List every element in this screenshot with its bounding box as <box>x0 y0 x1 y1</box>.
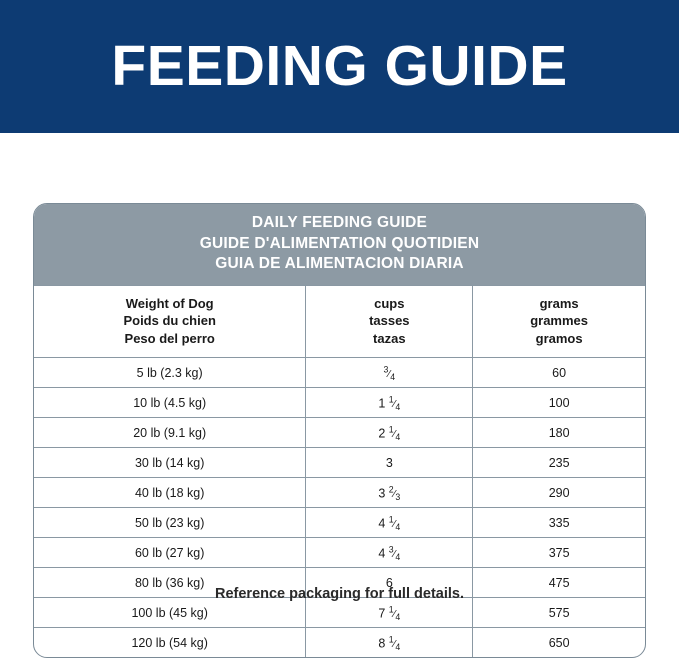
column-header-grams-fr: grammes <box>530 313 589 329</box>
cups-whole: 6 <box>385 575 393 590</box>
cell-grams: 290 <box>473 478 645 508</box>
column-header-grams-es: gramos <box>535 330 583 346</box>
cell-cups <box>306 628 473 658</box>
table-row <box>34 628 645 658</box>
cups-whole: 3 <box>378 486 386 501</box>
cell-cups <box>306 358 473 388</box>
column-header-cups <box>306 285 473 358</box>
cups-whole: 4 <box>378 546 386 561</box>
cell-weight: 20 lb (9.1 kg) <box>34 418 306 448</box>
heading-line-fr: GUIDE D'ALIMENTATION QUOTIDIEN <box>199 234 480 252</box>
column-header-cups-fr: tasses <box>369 313 410 329</box>
footer-note: Reference packaging for full details. <box>215 586 464 602</box>
column-header-weight-es: Peso del perro <box>124 330 215 346</box>
cups-whole: 2 <box>378 426 386 441</box>
heading-line-en: DAILY FEEDING GUIDE <box>251 214 428 231</box>
column-header-cups-es: tazas <box>373 330 406 346</box>
column-header-weight-en: Weight of Dog <box>125 295 214 311</box>
cell-cups <box>306 418 473 448</box>
cups-fraction: $^3⁄_4$ <box>388 544 401 562</box>
cups-fraction: $^1⁄_4$ <box>388 514 401 532</box>
cell-cups <box>306 538 473 568</box>
cell-grams: 575 <box>473 598 645 628</box>
column-header-weight-fr: Poids du chien <box>123 313 216 329</box>
cell-grams: 375 <box>473 538 645 568</box>
cell-weight: 60 lb (27 kg) <box>34 538 306 568</box>
cell-grams: 475 <box>473 568 645 598</box>
table-header <box>34 285 645 358</box>
cups-fraction: $^2⁄_3$ <box>388 484 401 502</box>
heading-line-es: GUIA DE ALIMENTACION DIARIA <box>215 255 464 273</box>
table-row <box>34 508 645 538</box>
cups-fraction: $^1⁄_4$ <box>388 634 401 652</box>
column-header-grams-en: grams <box>539 295 579 311</box>
cups-whole: 1 <box>378 396 386 411</box>
cell-weight: 80 lb (36 kg) <box>34 568 306 598</box>
cell-weight: 5 lb (2.3 kg) <box>34 358 306 388</box>
cups-fraction: $^3⁄_4$ <box>383 364 396 382</box>
table-row <box>34 358 645 388</box>
cell-grams: 335 <box>473 508 645 538</box>
column-header-cups-en: cups <box>374 295 405 311</box>
table-row <box>34 448 645 478</box>
cell-grams: 60 <box>473 358 645 388</box>
cups-whole: 3 <box>385 455 393 470</box>
cell-cups <box>306 448 473 478</box>
table-header-row <box>34 285 645 358</box>
table-row <box>34 538 645 568</box>
cups-fraction: $^1⁄_4$ <box>388 394 401 412</box>
cell-weight: 40 lb (18 kg) <box>34 478 306 508</box>
cell-grams: 235 <box>473 448 645 478</box>
cups-whole: 7 <box>378 606 386 621</box>
cups-whole: 4 <box>378 516 386 531</box>
cups-whole: 8 <box>378 636 386 651</box>
cell-cups <box>306 508 473 538</box>
table-body <box>34 358 645 658</box>
cell-grams: 180 <box>473 418 645 448</box>
cups-fraction: $^1⁄_4$ <box>388 604 401 622</box>
table-row <box>34 418 645 448</box>
column-header-grams <box>473 285 645 358</box>
table-row <box>34 478 645 508</box>
table-row <box>34 598 645 628</box>
cell-cups <box>306 388 473 418</box>
header-banner <box>0 0 679 133</box>
cell-grams: 650 <box>473 628 645 658</box>
cell-grams: 100 <box>473 388 645 418</box>
cell-weight: 30 lb (14 kg) <box>34 448 306 478</box>
page-title: FEEDING GUIDE <box>111 34 568 98</box>
table-row <box>34 388 645 418</box>
table-heading <box>34 204 645 285</box>
cell-cups <box>306 478 473 508</box>
cell-weight: 50 lb (23 kg) <box>34 508 306 538</box>
cell-weight: 10 lb (4.5 kg) <box>34 388 306 418</box>
cell-weight: 120 lb (54 kg) <box>34 628 306 658</box>
cups-fraction: $^1⁄_4$ <box>388 424 401 442</box>
cell-cups <box>306 598 473 628</box>
cell-weight: 100 lb (45 kg) <box>34 598 306 628</box>
column-header-weight <box>34 285 306 358</box>
